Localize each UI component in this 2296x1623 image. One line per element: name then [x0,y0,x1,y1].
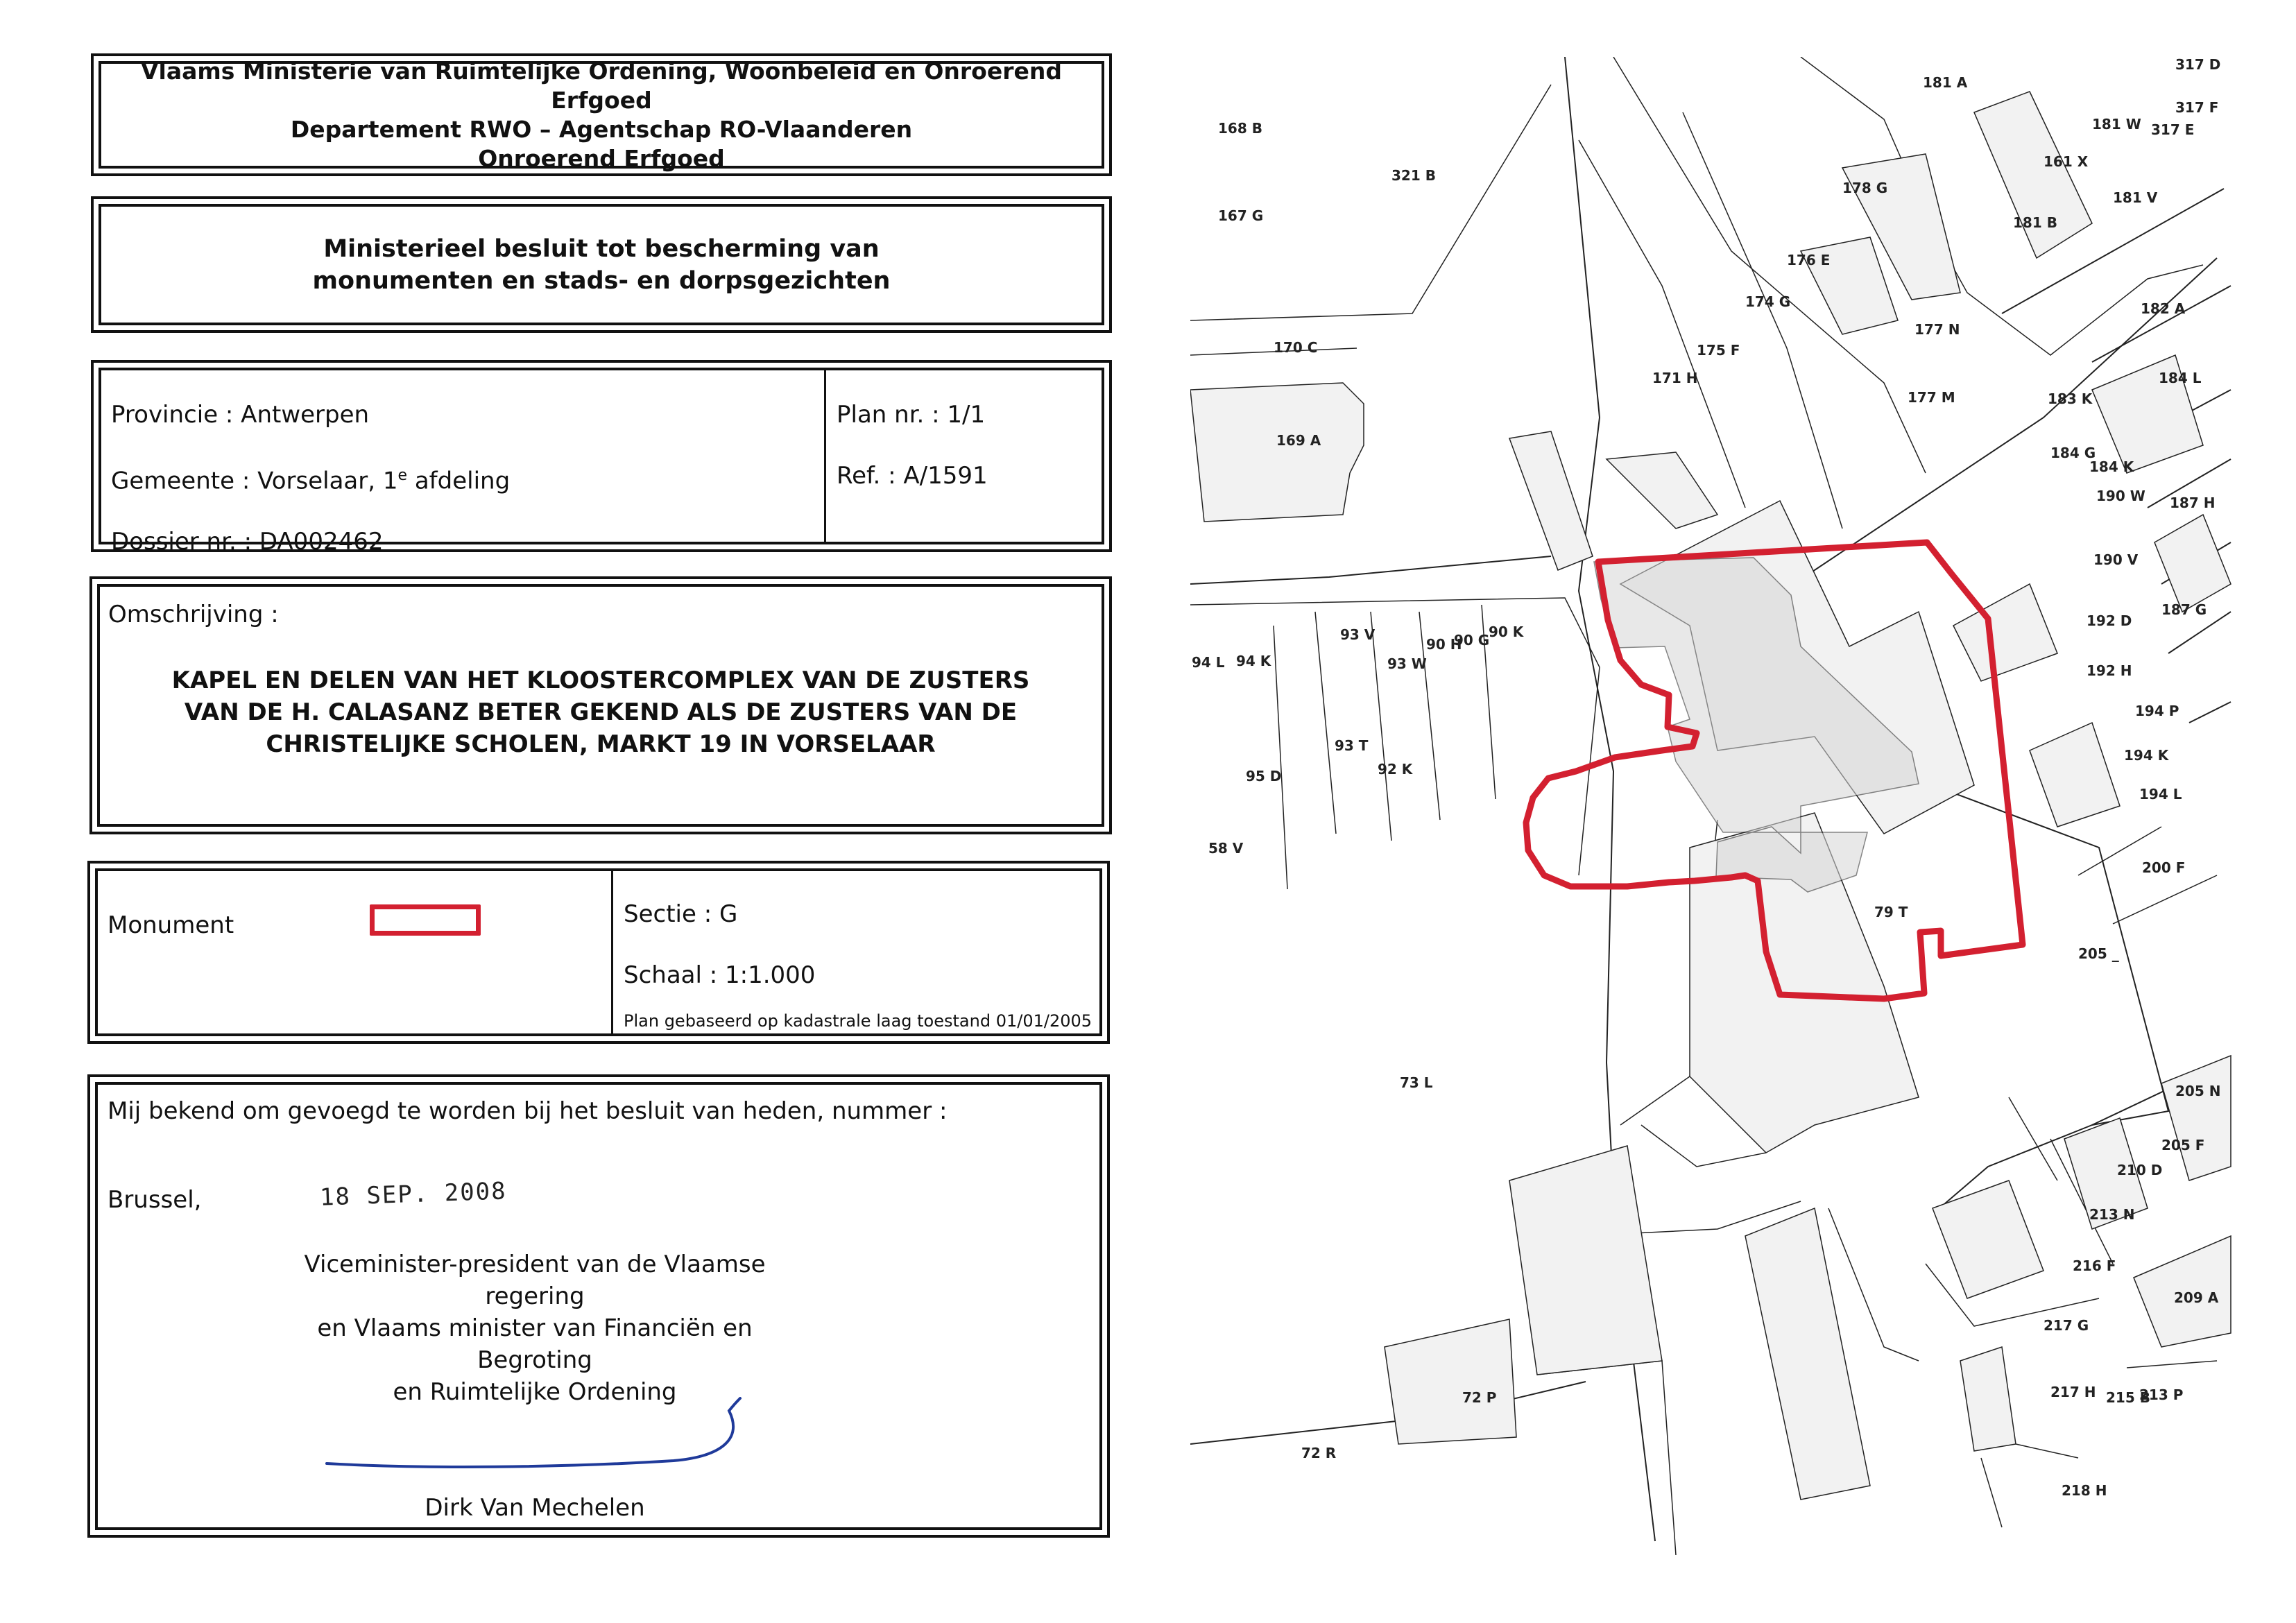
dossier-number-field: Dossier nr. : DA002462 [111,528,384,556]
plan-basis-note: Plan gebaseerd op kadastrale laag toestand 01/01/2005 [624,1011,1093,1031]
monument-footprint [1594,558,1919,892]
parcel-label: 72 P [1462,1389,1497,1406]
parcel-label: 90 K [1489,624,1524,640]
department-name: Departement RWO – Agentschap RO-Vlaanderen [290,115,913,143]
parcel-label: 190 V [2093,551,2139,568]
signatory-role-line1: Viceminister-president van de Vlaamse regering [304,1251,766,1310]
plan-number-field: Plan nr. : 1/1 [837,401,986,429]
legend-panel [95,868,1102,1036]
parcel-label: 217 H [2050,1384,2096,1400]
parcel-label: 79 T [1874,904,1908,920]
parcel-label: 190 W [2096,488,2145,504]
parcel-label: 58 V [1208,840,1244,857]
parcel-label: 184 G [2050,445,2096,461]
parcel-label: 194 P [2135,703,2179,719]
parcel-label: 317 F [2175,99,2219,116]
municipality-suffix: afdeling [407,467,511,495]
parcel-label: 184 K [2089,458,2134,475]
cadastral-map [1190,57,2238,1555]
parcel-label: 192 H [2087,662,2132,679]
parcel-label: 181 W [2092,116,2141,132]
parcel-label: 178 G [1842,180,1888,196]
legend-divider [611,871,613,1033]
parcel-label: 187 G [2161,601,2207,618]
parcel-label: 94 L [1192,654,1225,671]
description-line1: KAPEL EN DELEN VAN HET KLOOSTERCOMPLEX VAN DE ZUSTERS [171,667,1030,694]
dossier-info [98,368,1104,556]
ministry-name: Vlaams Ministerie van Ruimtelijke Ordening, Woonbeleid en Onroerend Erfgoed [141,57,1062,114]
parcel-label: 90 H [1426,636,1462,653]
parcel-label: 72 R [1301,1445,1337,1461]
parcel-label: 209 A [2174,1289,2219,1306]
parcel-label: 168 B [1218,120,1262,137]
scale-field: Schaal : 1:1.000 [624,961,816,989]
parcel-label: 205 N [2175,1083,2221,1099]
signature-panel [95,1082,1102,1530]
approval-statement: Mij bekend om gevoegd te worden bij het besluit van heden, nummer : [108,1097,948,1125]
parcel-label: 194 K [2124,747,2169,764]
parcel-label: 170 C [1274,339,1318,356]
decree-title-line2: monumenten en stads- en dorpsgezichten [312,266,891,295]
signatory-role-line3: en Ruimtelijke Ordening [393,1378,677,1406]
parcel-label: 95 D [1246,768,1282,784]
agency-name: Onroerend Erfgoed [478,144,725,172]
dossier-info-left [111,384,510,572]
parcel-label: 215 B [2106,1389,2150,1406]
municipality-text: Gemeente : Vorselaar, 1 [111,467,398,495]
parcel-label: 317 E [2151,121,2195,138]
parcel-label: 93 W [1387,655,1427,672]
parcel-label: 218 H [2062,1482,2107,1499]
ministry-header [98,57,1104,172]
signing-place: Brussel, [108,1186,202,1214]
description-line3: CHRISTELIJKE SCHOLEN, MARKT 19 IN VORSELAAR [266,730,936,758]
monument-legend-swatch [370,904,481,936]
parcel-label: 181 B [2013,214,2057,231]
parcel-label: 182 A [2141,300,2186,317]
reference-field: Ref. : A/1591 [837,462,988,490]
decree-title [98,204,1104,325]
signatory-role-line2: en Vlaams minister van Financiën en Begroting [317,1314,753,1374]
dossier-info-right [837,384,988,506]
parcel-label: 200 F [2142,859,2186,876]
parcel-label: 187 H [2170,495,2216,511]
decree-title-line1: Ministerieel besluit tot bescherming van [323,234,880,263]
parcel-label: 174 G [1745,293,1791,310]
parcel-label: 177 M [1908,389,1955,406]
parcel-label: 213 P [2139,1386,2184,1403]
parcel-label: 167 G [1218,207,1264,224]
description-line2: VAN DE H. CALASANZ BETER GEKEND ALS DE ZUSTERS VAN DE [184,698,1018,726]
description-text [100,664,1102,760]
parcel-label: 217 G [2044,1317,2089,1334]
signatory-name: Dirk Van Mechelen [425,1494,645,1522]
date-stamp: 18 SEP. 2008 [319,1177,508,1212]
parcel-label: 90 G [1454,632,1490,649]
parcel-label: 94 K [1236,653,1271,669]
parcel-label: 171 H [1652,370,1698,386]
monument-legend-label: Monument [108,911,234,939]
description-label: Omschrijving : [108,601,279,628]
parcel-label: 92 K [1378,761,1413,778]
parcel-label: 161 X [2044,153,2089,170]
parcel-label: 177 N [1914,321,1960,338]
handwritten-signature [313,1397,757,1487]
parcel-label: 181 A [1923,74,1968,91]
parcel-label: 169 A [1276,432,1321,449]
signatory-role [278,1248,791,1408]
parcel-label: 194 L [2139,786,2182,802]
parcel-label: 213 N [2089,1206,2135,1223]
parcel-label: 183 K [2048,390,2093,407]
parcel-label: 205 F [2161,1137,2205,1153]
parcel-label: 317 D [2175,57,2221,73]
parcel-label: 181 V [2113,189,2158,206]
parcel-label: 184 L [2159,370,2202,386]
parcel-label: 73 L [1400,1074,1433,1091]
parcel-label: 321 B [1391,167,1436,184]
parcel-label: 216 F [2073,1257,2116,1274]
info-divider [824,370,826,542]
parcel-label: 93 T [1335,737,1369,754]
parcel-label: 205 _ [2078,945,2119,962]
parcel-label: 175 F [1697,342,1740,359]
description-panel [97,584,1104,827]
province-field: Provincie : Antwerpen [111,401,370,429]
parcel-label: 192 D [2087,612,2132,629]
parcel-label: 176 E [1787,252,1831,268]
parcel-label: 93 V [1340,626,1376,643]
legend-right [624,884,815,1006]
section-field: Sectie : G [624,900,738,928]
municipality-field [111,445,510,511]
parcel-label: 210 D [2117,1162,2163,1178]
municipality-superscript: e [397,467,408,484]
